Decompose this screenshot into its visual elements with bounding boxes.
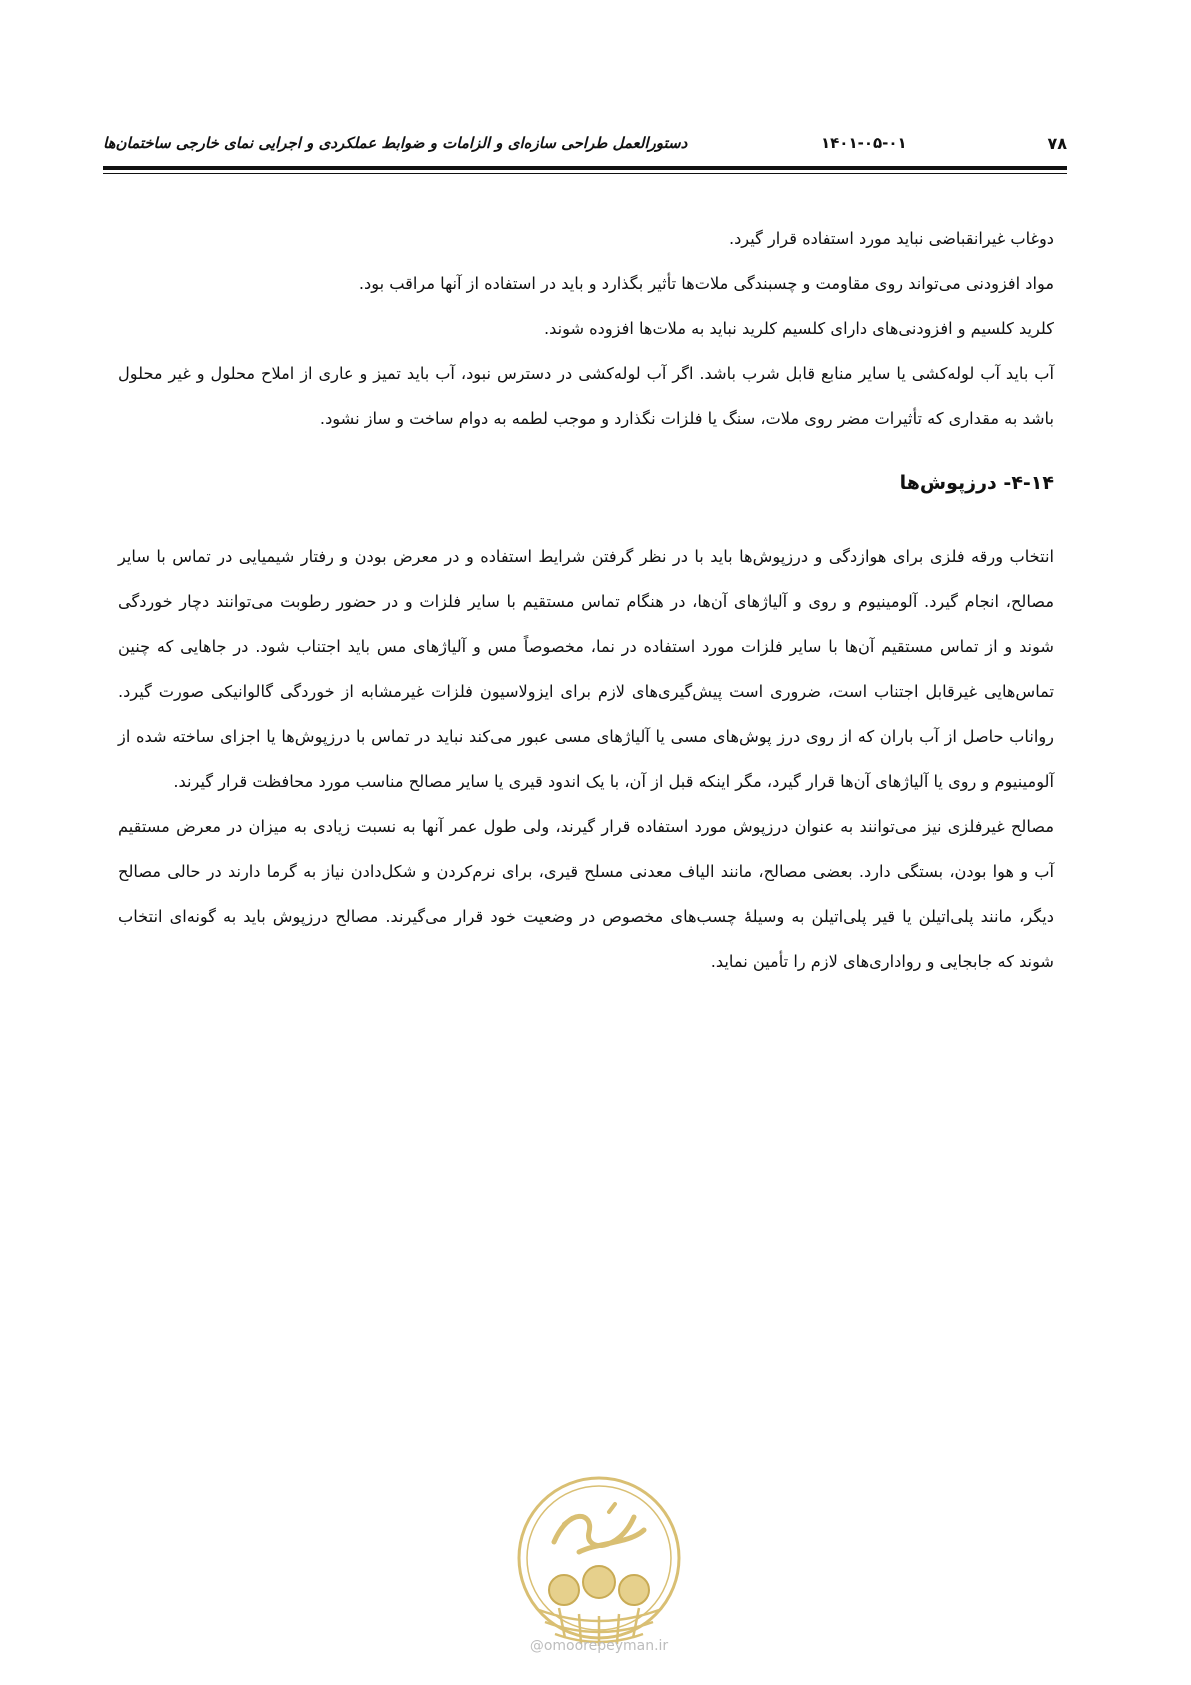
- footer-url: @omoorepeyman.ir: [529, 1638, 669, 1654]
- paragraph-water: آب باید آب لوله‌کشی یا سایر منابع قابل شرب باشد. اگر آب لوله‌کشی در دسترس نبود، آب باید تمیز و عاری از املاح محلول و غیر محلول باشد به مقداری که تأثیرات مضر روی ملات، سنگ یا فلزات نگذارد و موجب لطمه به دوام ساخت و ساز نشود.: [118, 364, 1054, 428]
- page-header: [103, 130, 1067, 162]
- body-line: کلرید کلسیم و افزودنی‌های دارای کلسیم کلرید نباید به ملات‌ها افزوده شوند.: [543, 319, 1054, 338]
- page-number: ۷۸: [1047, 134, 1067, 153]
- header-date: ۱۴۰۱-۰۵-۰۱: [821, 134, 907, 152]
- header-rule-thin: [103, 173, 1067, 174]
- document-body: [118, 216, 1054, 984]
- paragraph-flashing: انتخاب ورقه فلزی برای هوازدگی و درزپوش‌ها باید با در نظر گرفتن شرایط استفاده و در معرض بودن و رفتار شیمیایی در تماس با سایر مصالح، انجام گیرد. آلومینیوم و روی و آلیاژهای آن‌ها، در هنگام تماس مستقیم با سایر فلزات و در حضور رطوبت می‌توانند دچار خوردگی شوند و از تماس مستقیم آن‌ها با سایر فلزات مورد استفاده در نما، مخصوصاً مس و آلیاژهای مس باید اجتناب شود. در جاهایی که چنین تماس‌هایی غیرقابل اجتناب است، ضروری است پیش‌گیری‌های لازم برای ایزولاسیون فلزات غیرمشابه از خوردگی گالوانیکی صورت گیرد. رواناب حاصل از آب باران که از روی درز پوش‌های مسی یا آلیاژهای مسی عبور می‌کند نباید در تماس با درزپوش‌ها یا اجزای ساخته شده از آلومینیوم و روی یا آلیاژهای آن‌ها قرار گیرد، مگر اینکه قبل از آن، با یک اندود قیری یا سایر مصالح مناسب مورد محافظت قرار گیرند.: [118, 547, 1054, 791]
- header-rule-thick: [103, 166, 1067, 170]
- header-title: دستورالعمل طراحی سازه‌ای و الزامات و ضوابط عملکردی و اجرایی نمای خارجی ساختمان‌ها: [103, 134, 688, 152]
- paragraph-nonmetal: مصالح غیرفلزی نیز می‌توانند به عنوان درزپوش مورد استفاده قرار گیرند، ولی طول عمر آنها به نسبت زیادی به میزان در معرض مستقیم آب و هوا بودن، بستگی دارد. بعضی مصالح، مانند الیاف معدنی مسلح قیری، برای نرم‌کردن و شکل‌دادن نیاز به گرما دارند در حالی مصالح دیگر، مانند پلی‌اتیلن یا قیر پلی‌اتیلن به وسیلهٔ چسب‌های مخصوص در وضعیت خود قرار می‌گیرند. مصالح درزپوش باید به گونه‌ای انتخاب شوند که جابجایی و رواداری‌های لازم را تأمین نماید.: [118, 817, 1054, 971]
- section-heading: ۴-۱۴- درزپوش‌ها: [899, 472, 1054, 494]
- body-line: مواد افزودنی می‌تواند روی مقاومت و چسبندگی ملات‌ها تأثیر بگذارد و باید در استفاده از آنها مراقب بود.: [358, 274, 1054, 293]
- body-line: دوغاب غیرانقباضی نباید مورد استفاده قرار گیرد.: [728, 229, 1054, 248]
